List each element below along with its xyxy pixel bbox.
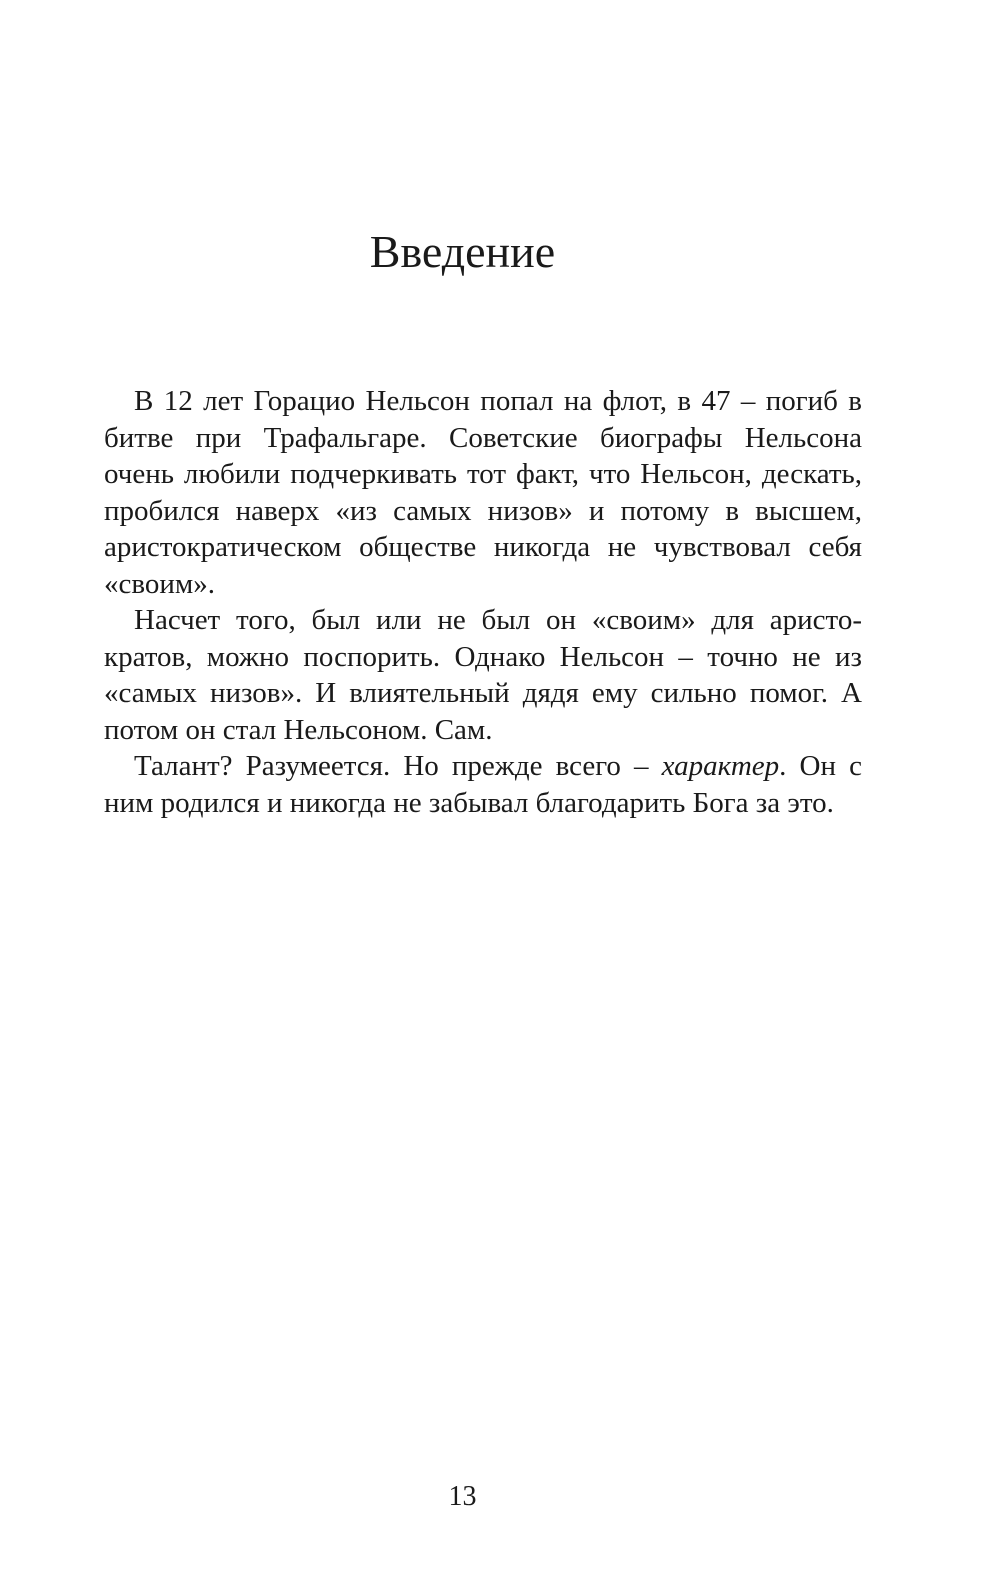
paragraph-3-start: Талант? Разумеется. Но прежде всего – [134,750,662,782]
page-number: 13 [448,1481,477,1512]
paragraph-3 [104,748,862,821]
paragraph-2: Насчет того, был или не был он «своим» для аристократов, можно поспорить. Однако Нельсон – точно не из «самых низов». И влиятельный дядя ему сильно помог. А потом он стал Нельсоном. Сам. [104,604,862,746]
chapter-title: Введение [369,226,556,277]
chapter-body [104,383,862,821]
paragraph-1: В 12 лет Горацио Нельсон попал на флот, в 47 – погиб в битве при Трафальгаре. Советские биографы Нельсона очень любили подчеркивать тот факт, что Нельсон, дескать, пробился наверх «из самых низов» и потому в высшем, аристократическом обществе никогда не чувствовал себя «своим». [104,385,862,600]
emphasized-word: характер [661,750,780,782]
paragraph-3-end: . Он с ним родился и никогда не забывал благодарить Бога за это. [104,750,862,819]
